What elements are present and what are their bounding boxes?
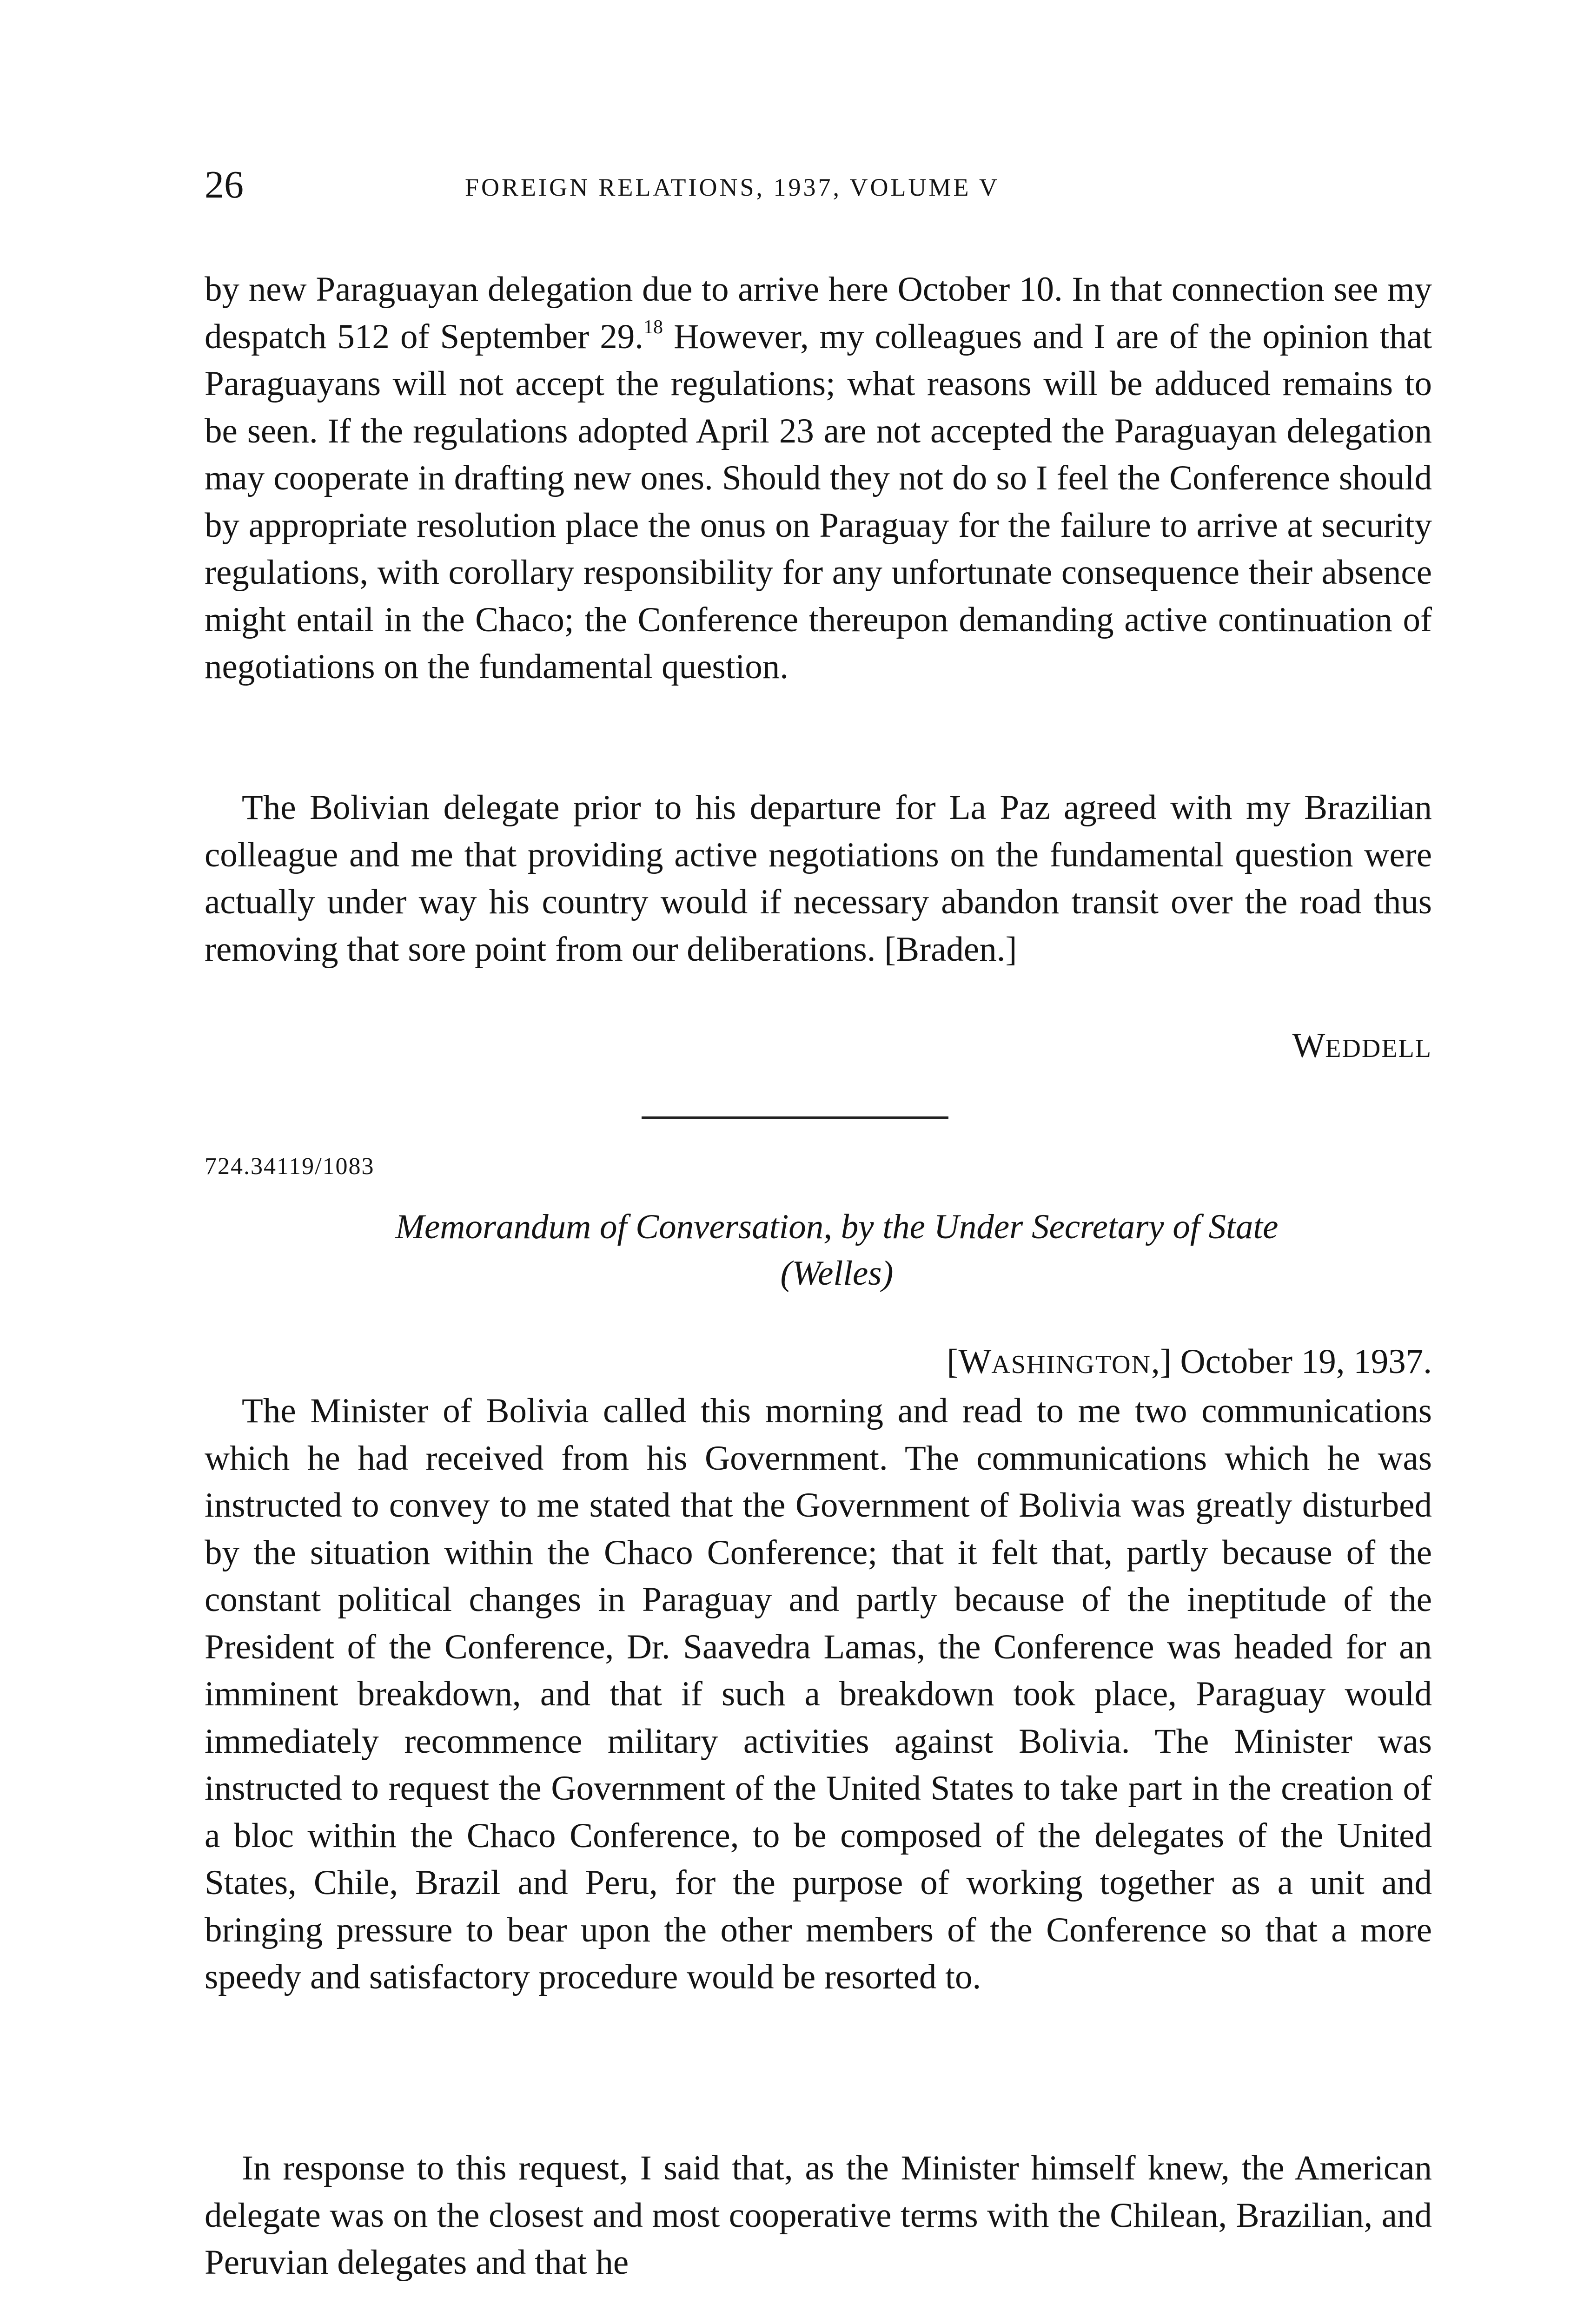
file-number: 724.34119/1083 xyxy=(205,1153,375,1180)
dateline xyxy=(947,1339,1432,1388)
dateline-place-rest: ASHINGTON xyxy=(991,1350,1151,1379)
paragraph-telegram-continuation xyxy=(205,266,1432,691)
paragraph-text: In response to this request, I said that, as the Minister himself knew, the American delegate was on the closest and most cooperative terms with the Chilean, Brazilian, and Peruvian delegates and that he xyxy=(205,2149,1432,2282)
paragraph-text: However, my colleagues and I are of the opinion that Paraguayans will not accept the regulations; what reasons will be adduced remains to be seen. If the regulations adopted April 23 are not accepted the Paraguayan delegation may cooperate in drafting new ones. Should they not do so I feel the Conference should by appropriate resolution place the onus on Paraguay for the failure to arrive at security regulations, with corollary responsibility for any unfortunate consequence their absence might entail in the Chaco; the Conference thereupon demanding active continuation of negotiations on the fundamental question. xyxy=(205,317,1432,686)
paragraph-minister-call xyxy=(205,1387,1432,2001)
paragraph-text: by new Paraguayan delegation due to arrive here October 10. In that connection see my despatch 512 of September 29. xyxy=(205,270,1432,356)
paragraph-response xyxy=(205,2145,1432,2286)
dateline-place-initial: W xyxy=(958,1342,992,1381)
document-title xyxy=(242,1204,1432,1297)
dateline-date: October 19, 1937. xyxy=(1171,1342,1432,1381)
signature-rest: EDDELL xyxy=(1325,1034,1432,1063)
footnote-reference: 18 xyxy=(643,316,663,338)
running-head: FOREIGN RELATIONS, 1937, VOLUME V xyxy=(465,173,1000,201)
document-title-line: Memorandum of Conversation, by the Under Secretary of State xyxy=(395,1208,1279,1246)
paragraph-text: The Bolivian delegate prior to his departure for La Paz agreed with my Brazilian colleague and me that providing active negotiations on the fundamental question were actually under way his country would if necessary abandon transit over the road thus removing that sore point from our deliberations. [Braden.] xyxy=(205,788,1432,969)
document-title-author: (Welles) xyxy=(780,1254,894,1293)
paragraph-text: The Minister of Bolivia called this morning and read to me two communications which he had received from his Government. The communications which he was instructed to convey to me stated that the Government of Bolivia was greatly disturbed by the situation within the Chaco Conference; that it felt that, partly because of the constant political changes in Paraguay and partly because of the ineptitude of the President of the Conference, Dr. Saavedra Lamas, the Conference was headed for an imminent breakdown, and that if such a breakdown took place, Paraguay would immediately recommence military activities against Bolivia. The Minister was instructed to request the Government of the United States to take part in the creation of a bloc within the Chaco Conference, to be composed of the delegates of the United States, Chile, Brazil and Peru, for the purpose of working together as a unit and bringing pressure to bear upon the other members of the Conference so that a more speedy and satisfactory procedure would be resorted to. xyxy=(205,1392,1432,1996)
page-header xyxy=(205,162,1432,218)
dateline-close-bracket: ,] xyxy=(1151,1342,1172,1381)
paragraph-bolivian-delegate xyxy=(205,784,1432,973)
page-number: 26 xyxy=(205,163,244,206)
signature-weddell xyxy=(1292,1023,1432,1072)
document-page xyxy=(205,0,1432,2324)
section-divider xyxy=(642,1116,948,1119)
signature-initial: W xyxy=(1292,1026,1325,1065)
dateline-open-bracket: [ xyxy=(947,1342,959,1381)
